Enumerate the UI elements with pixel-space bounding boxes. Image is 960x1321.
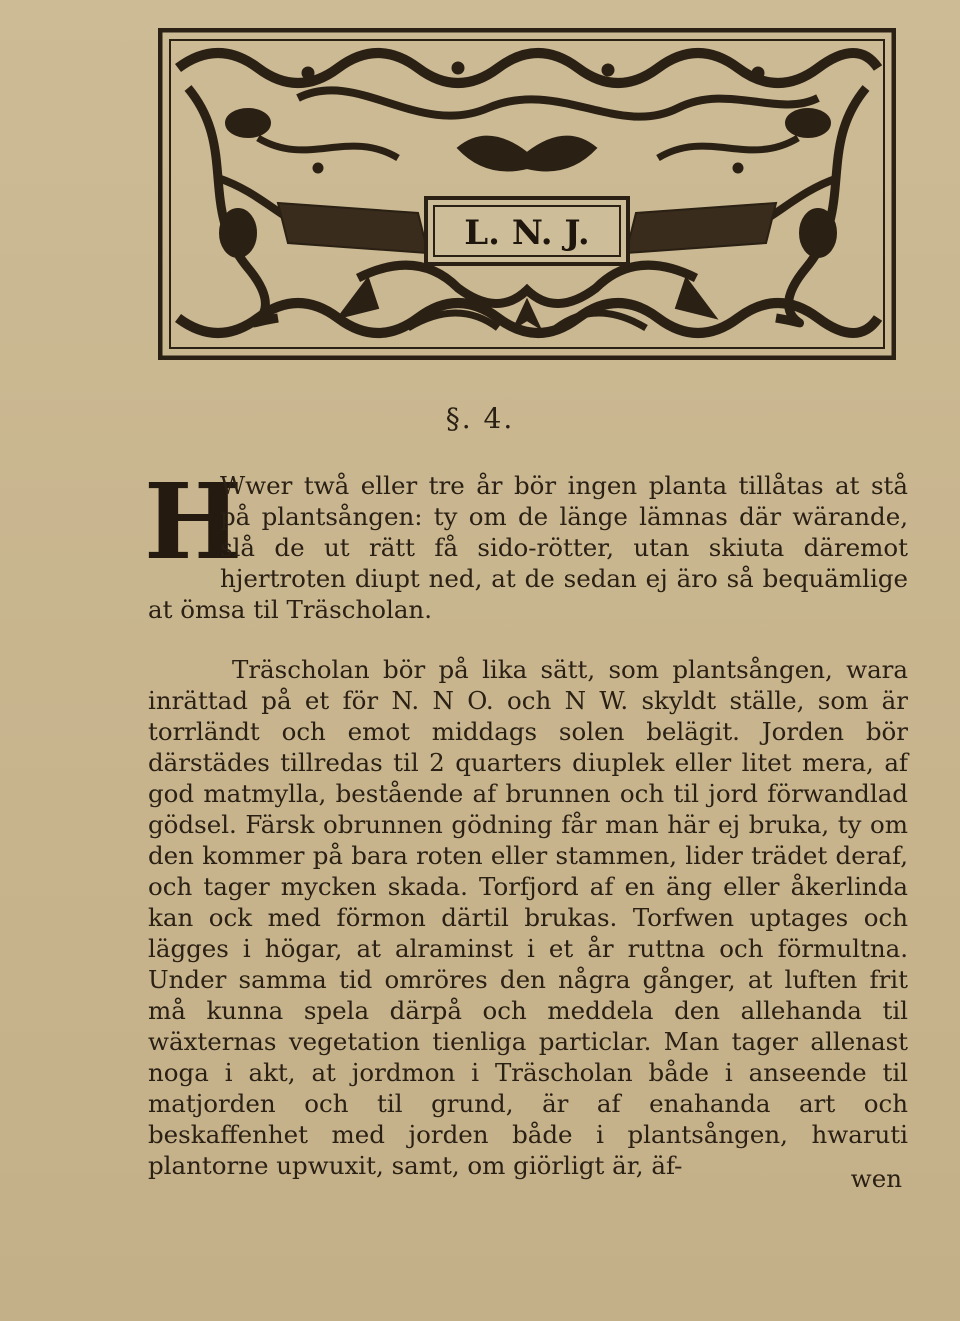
paragraph-1 [144,460,908,625]
section-number: §. 4. [445,402,515,435]
paragraph-2 [148,654,908,1181]
paragraph-1-text: Wwer twå eller tre år bör ingen planta tillåtas at stå på plantsången: ty om de länge lämnas där wärande, slå de ut rätt få sido-rötter, utan skiuta däremot hjertroten diupt ned, at de sedan ej äro så bequämlige at ömsa til Träscholan. [148,471,908,624]
body-text [144,460,908,1181]
decorative-headpiece [158,28,896,360]
drop-cap: H [144,460,243,583]
paragraph-2-text: Träscholan bör på lika sätt, som plantsången, wara inrättad på et för N. N O. och N W. skyldt ställe, som är torrländt och emot middags solen belägit. Jorden bör därstädes tillredas til 2 quarters diuplek eller litet mera, af god matmylla, bestående af brunnen och til jord förwandlad gödsel. Färsk obrunnen gödning får man här ej bruka, ty om den kommer på bara roten eller stammen, lider trädet deraf, och tager mycken skada. Torfjord af en äng eller åkerlinda kan ock med förmon därtil brukas. Torfwen uptages och lägges i högar, at alraminst i et år ruttna och förmultna. Under samma tid omröres den några gånger, at luften frit må kunna spela därpå och meddela den allehanda til wäxternas vegetation tienliga particlar. Man tager allenast noga i akt, at jordmon i Träscholan både i anseende til matjorden och til grund, är af enahanda art och beskaffenhet med jorden både i plantsången, hwaruti plantorne upwuxit, samt, om giörligt är, äf- [148,655,908,1180]
banner-text: L. N. J. [464,213,590,253]
catchword: wen [850,1164,902,1193]
